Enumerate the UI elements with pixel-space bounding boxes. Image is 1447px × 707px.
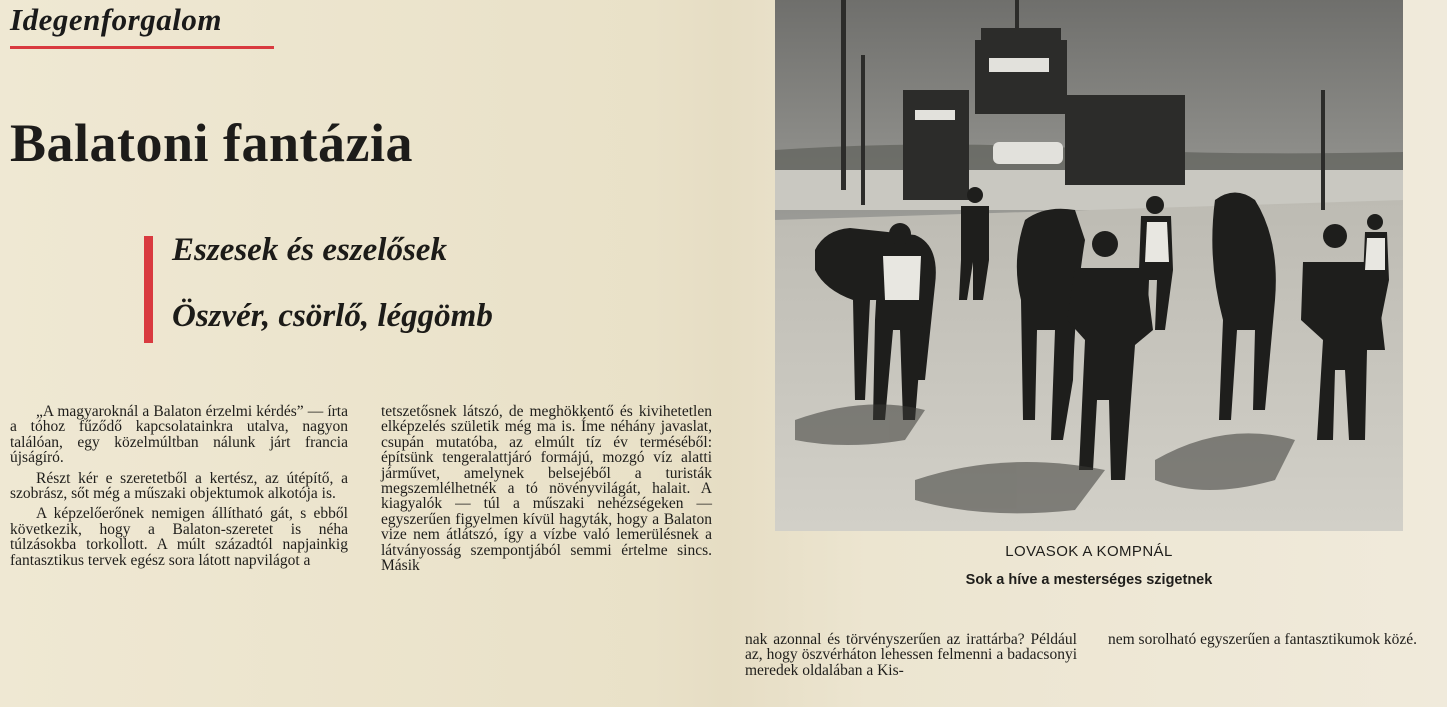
text-column-1 [10,404,348,573]
paragraph: A képzelőerőnek nemigen állítható gát, s ebből következik, hogy a Balaton-szeretet is néha túlzásokba torkollott. A múlt századtól napjainkig fantasztikus tervek egész sora látott napvilágot a [10,505,348,569]
article-subtitle-2: Öszvér, csörlő, léggömb [172,298,493,334]
text-column-4 [1108,632,1438,652]
paragraph: Részt kér e szeretetből a kertész, az útépítő, a szobrász, sőt még a műszaki objektumok alkotója is. [10,469,348,503]
paragraph: nem sorolható egyszerűen a fantasztikumok közé. [1108,631,1418,648]
article-photo [775,0,1403,531]
paragraph: nak azonnal és törvényszerűen az irattárba? Például az, hogy öszvérháton lehessen felmenni a badacsonyi meredek oldalában a Kis- [745,631,1077,679]
photo-caption-title: LOVASOK A KOMPNÁL [1005,543,1173,560]
paragraph: „A magyaroknál a Balaton érzelmi kérdés” — írta a tóhoz fűződő kapcsolatainkra utalva, nagyon találóan, egy közelmúltban nálunk járt francia újságíró. [10,403,348,467]
photo-caption-text: Sok a híve a mesterséges szigetnek [965,572,1213,588]
section-rule [10,46,274,49]
section-label: Idegenforgalom [10,2,222,37]
article-subtitle-1: Eszesek és eszelősek [172,232,447,268]
text-column-3 [745,632,1077,683]
text-column-2 [381,404,712,578]
paragraph: tetszetősnek látszó, de meghökkentő és kivihetetlen elképzelés születik még ma is. Íme néhány javaslat, csupán mutatóba, az elmúlt tíz év terméséből: építsünk tengeralattjáró formájú, mozgó víz alatti járművet, amelynek belsejéből a turisták megszemlélhetnék a tó növényvilágát, halait. A kiagyalók — túl a műszaki nehézségeken — egyszerűen figyelmen kívül hagyták, hogy a Balaton vize nem átlátszó, így a vízbe való lemerülésnek a látványosság szempontjából semmi értelme sincs. Másik [381,403,712,575]
subtitle-accent-bar [144,236,153,343]
article-title: Balatoni fantázia [10,113,414,173]
